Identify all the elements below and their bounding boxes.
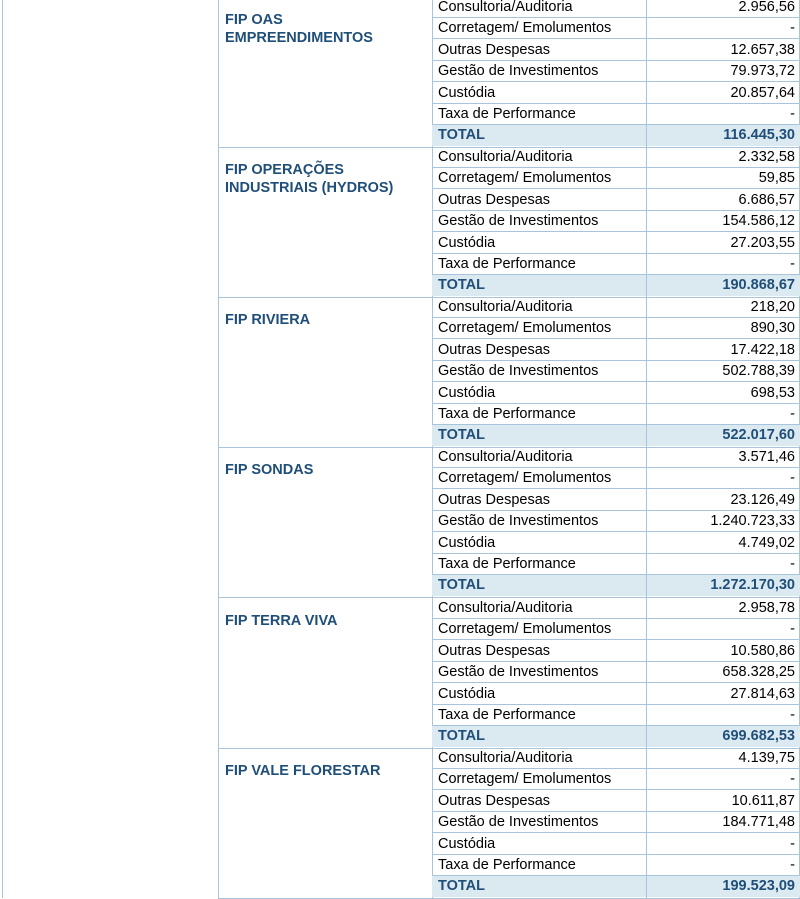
table-row (432, 147, 800, 168)
expense-label: Taxa de Performance (438, 556, 576, 572)
table-left-border (2, 0, 3, 898)
expense-value: 154.586,12 (722, 213, 795, 230)
total-label: TOTAL (438, 577, 485, 594)
expense-label: Outras Despesas (438, 341, 551, 358)
table-row (432, 0, 800, 18)
cell-divider (646, 705, 647, 725)
table-row (432, 641, 800, 662)
expense-label: Taxa de Performance (438, 256, 576, 272)
expense-value: 698,53 (750, 384, 795, 401)
cell-divider (646, 726, 647, 747)
expense-value: 502.788,39 (722, 363, 795, 380)
expense-value: - (790, 256, 795, 272)
expense-label: Gestão de Investimentos (438, 664, 599, 681)
expense-value: 2.958,78 (738, 600, 795, 616)
expense-value: - (790, 621, 795, 638)
total-label: TOTAL (438, 728, 485, 745)
table-row (432, 812, 800, 833)
expense-value: 4.749,02 (738, 534, 795, 551)
total-row (432, 575, 800, 596)
cell-divider (646, 791, 647, 811)
expense-value: 2.332,58 (738, 149, 795, 165)
expense-value: 10.611,87 (731, 792, 795, 809)
table-row (432, 361, 800, 382)
cell-divider (646, 168, 647, 188)
cell-divider (646, 468, 647, 488)
expense-label: Corretagem/ Emolumentos (438, 621, 612, 638)
table-row (432, 705, 800, 726)
total-value: 190.868,67 (722, 277, 795, 294)
expense-value: - (790, 556, 795, 572)
expense-label: Outras Despesas (438, 191, 551, 208)
total-value: 199.523,09 (722, 878, 795, 895)
cell-divider (646, 297, 647, 317)
cell-divider (646, 340, 647, 360)
expense-value: 20.857,64 (730, 84, 795, 101)
table-row (432, 318, 800, 339)
cell-divider (646, 533, 647, 553)
cell-divider (646, 619, 647, 639)
expense-value: 17.422,18 (730, 341, 795, 358)
fund-name: FIP SONDAS (225, 462, 314, 478)
expense-label: Outras Despesas (438, 41, 551, 58)
expense-value: - (790, 106, 795, 122)
total-label: TOTAL (438, 427, 485, 444)
expense-label: Outras Despesas (438, 792, 551, 809)
cell-divider (646, 318, 647, 338)
total-row (432, 726, 800, 747)
expense-value: 890,30 (750, 320, 795, 337)
expense-value: 218,20 (750, 299, 795, 315)
cell-divider (646, 511, 647, 531)
expense-label: Gestão de Investimentos (438, 814, 599, 831)
table-row (432, 468, 800, 489)
expense-label: Custódia (438, 685, 496, 702)
expense-value: 3.571,46 (738, 449, 795, 465)
fund-name: FIP OPERAÇÕES INDUSTRIAIS (HYDROS) (225, 162, 394, 196)
expense-label: Corretagem/ Emolumentos (438, 470, 612, 487)
expense-label: Custódia (438, 835, 496, 852)
table-row (432, 190, 800, 211)
total-row (432, 876, 800, 897)
expense-label: Outras Despesas (438, 491, 551, 508)
table-row (432, 233, 800, 254)
cell-divider (646, 190, 647, 210)
expense-value: - (790, 835, 795, 852)
table-row (432, 490, 800, 511)
cell-divider (646, 383, 647, 403)
table-row (432, 404, 800, 425)
expense-value: 658.328,25 (722, 664, 795, 681)
fund-group (218, 0, 800, 148)
fund-group (218, 447, 800, 598)
expense-value: - (790, 20, 795, 37)
expense-label: Custódia (438, 234, 496, 251)
cell-divider (646, 812, 647, 832)
expense-label: Gestão de Investimentos (438, 363, 599, 380)
cell-divider (646, 554, 647, 574)
table-row (432, 769, 800, 790)
cell-divider (646, 662, 647, 682)
table-row (432, 791, 800, 812)
table-row (432, 684, 800, 705)
cell-divider (646, 61, 647, 81)
expense-label: Consultoria/Auditoria (438, 600, 573, 616)
table-row (432, 619, 800, 640)
total-row (432, 275, 800, 296)
expense-value: - (790, 771, 795, 788)
expense-label: Taxa de Performance (438, 857, 576, 873)
table-row (432, 18, 800, 39)
table-row (432, 533, 800, 554)
fund-name: FIP OAS EMPREENDIMENTOS (225, 12, 373, 46)
cell-divider (646, 254, 647, 274)
expense-value: 59,85 (758, 170, 795, 187)
expense-label: Consultoria/Auditoria (438, 0, 573, 15)
cell-divider (646, 684, 647, 704)
expense-value: 184.771,48 (722, 814, 795, 831)
cell-divider (646, 233, 647, 253)
cell-divider (646, 855, 647, 875)
expense-label: Corretagem/ Emolumentos (438, 320, 612, 337)
expense-label: Taxa de Performance (438, 406, 576, 422)
fund-name: FIP RIVIERA (225, 312, 311, 328)
expense-value: - (790, 406, 795, 422)
expense-value: 12.657,38 (730, 41, 795, 58)
table-row (432, 254, 800, 275)
expense-label: Taxa de Performance (438, 106, 576, 122)
cell-divider (646, 447, 647, 467)
total-value: 1.272.170,30 (710, 577, 795, 594)
expense-value: - (790, 857, 795, 873)
expense-value: 1.240.723,33 (710, 513, 795, 530)
expense-value: 4.139,75 (738, 750, 795, 766)
expense-value: - (790, 470, 795, 487)
cell-divider (646, 404, 647, 424)
expense-label: Consultoria/Auditoria (438, 149, 573, 165)
expense-label: Consultoria/Auditoria (438, 750, 573, 766)
expense-label: Gestão de Investimentos (438, 213, 599, 230)
expense-label: Outras Despesas (438, 642, 551, 659)
total-label: TOTAL (438, 127, 485, 144)
cell-divider (646, 490, 647, 510)
expense-label: Corretagem/ Emolumentos (438, 771, 612, 788)
table-row (432, 748, 800, 769)
table-row (432, 168, 800, 189)
total-value: 522.017,60 (722, 427, 795, 444)
expense-label: Corretagem/ Emolumentos (438, 170, 612, 187)
table-row (432, 211, 800, 232)
total-label: TOTAL (438, 277, 485, 294)
total-value: 699.682,53 (722, 728, 795, 745)
total-row (432, 125, 800, 146)
cell-divider (646, 147, 647, 167)
cell-divider (646, 211, 647, 231)
expense-label: Gestão de Investimentos (438, 63, 599, 80)
table-row (432, 855, 800, 876)
table-row (432, 383, 800, 404)
total-row (432, 425, 800, 446)
expense-label: Gestão de Investimentos (438, 513, 599, 530)
expense-label: Custódia (438, 384, 496, 401)
cell-divider (646, 0, 647, 17)
fund-group (218, 297, 800, 448)
fund-group (218, 147, 800, 298)
cell-divider (646, 748, 647, 768)
table-row (432, 511, 800, 532)
expense-label: Custódia (438, 84, 496, 101)
cell-divider (646, 425, 647, 446)
fund-name: FIP VALE FLORESTAR (225, 763, 381, 779)
expense-value: 23.126,49 (730, 491, 795, 508)
expense-label: Taxa de Performance (438, 707, 576, 723)
fund-group (218, 598, 800, 749)
cell-divider (646, 641, 647, 661)
expense-label: Consultoria/Auditoria (438, 449, 573, 465)
table-row (432, 554, 800, 575)
table-row (432, 598, 800, 619)
cell-divider (646, 275, 647, 296)
cell-divider (646, 18, 647, 38)
expense-value: 2.956,56 (738, 0, 795, 15)
cell-divider (646, 83, 647, 103)
cell-divider (646, 876, 647, 897)
cell-divider (646, 834, 647, 854)
expense-value: 6.686,57 (738, 191, 795, 208)
cell-divider (646, 575, 647, 596)
table-row (432, 83, 800, 104)
cell-divider (646, 598, 647, 618)
total-label: TOTAL (438, 878, 485, 895)
expense-value: 79.973,72 (730, 63, 795, 80)
expense-label: Consultoria/Auditoria (438, 299, 573, 315)
table-row (432, 40, 800, 61)
expense-value: - (790, 707, 795, 723)
cell-divider (646, 361, 647, 381)
cell-divider (646, 769, 647, 789)
table-row (432, 340, 800, 361)
cell-divider (646, 125, 647, 146)
expense-label: Corretagem/ Emolumentos (438, 20, 612, 37)
table-row (432, 61, 800, 82)
expense-value: 10.580,86 (730, 642, 795, 659)
cell-divider (646, 40, 647, 60)
cell-divider (646, 104, 647, 124)
expense-label: Custódia (438, 534, 496, 551)
expense-value: 27.203,55 (730, 234, 795, 251)
table-row (432, 297, 800, 318)
expense-value: 27.814,63 (730, 685, 795, 702)
total-value: 116.445,30 (723, 127, 795, 144)
table-row (432, 834, 800, 855)
fund-group (218, 748, 800, 899)
table-row (432, 104, 800, 125)
table-row (432, 447, 800, 468)
fund-name: FIP TERRA VIVA (225, 613, 338, 629)
table-row (432, 662, 800, 683)
